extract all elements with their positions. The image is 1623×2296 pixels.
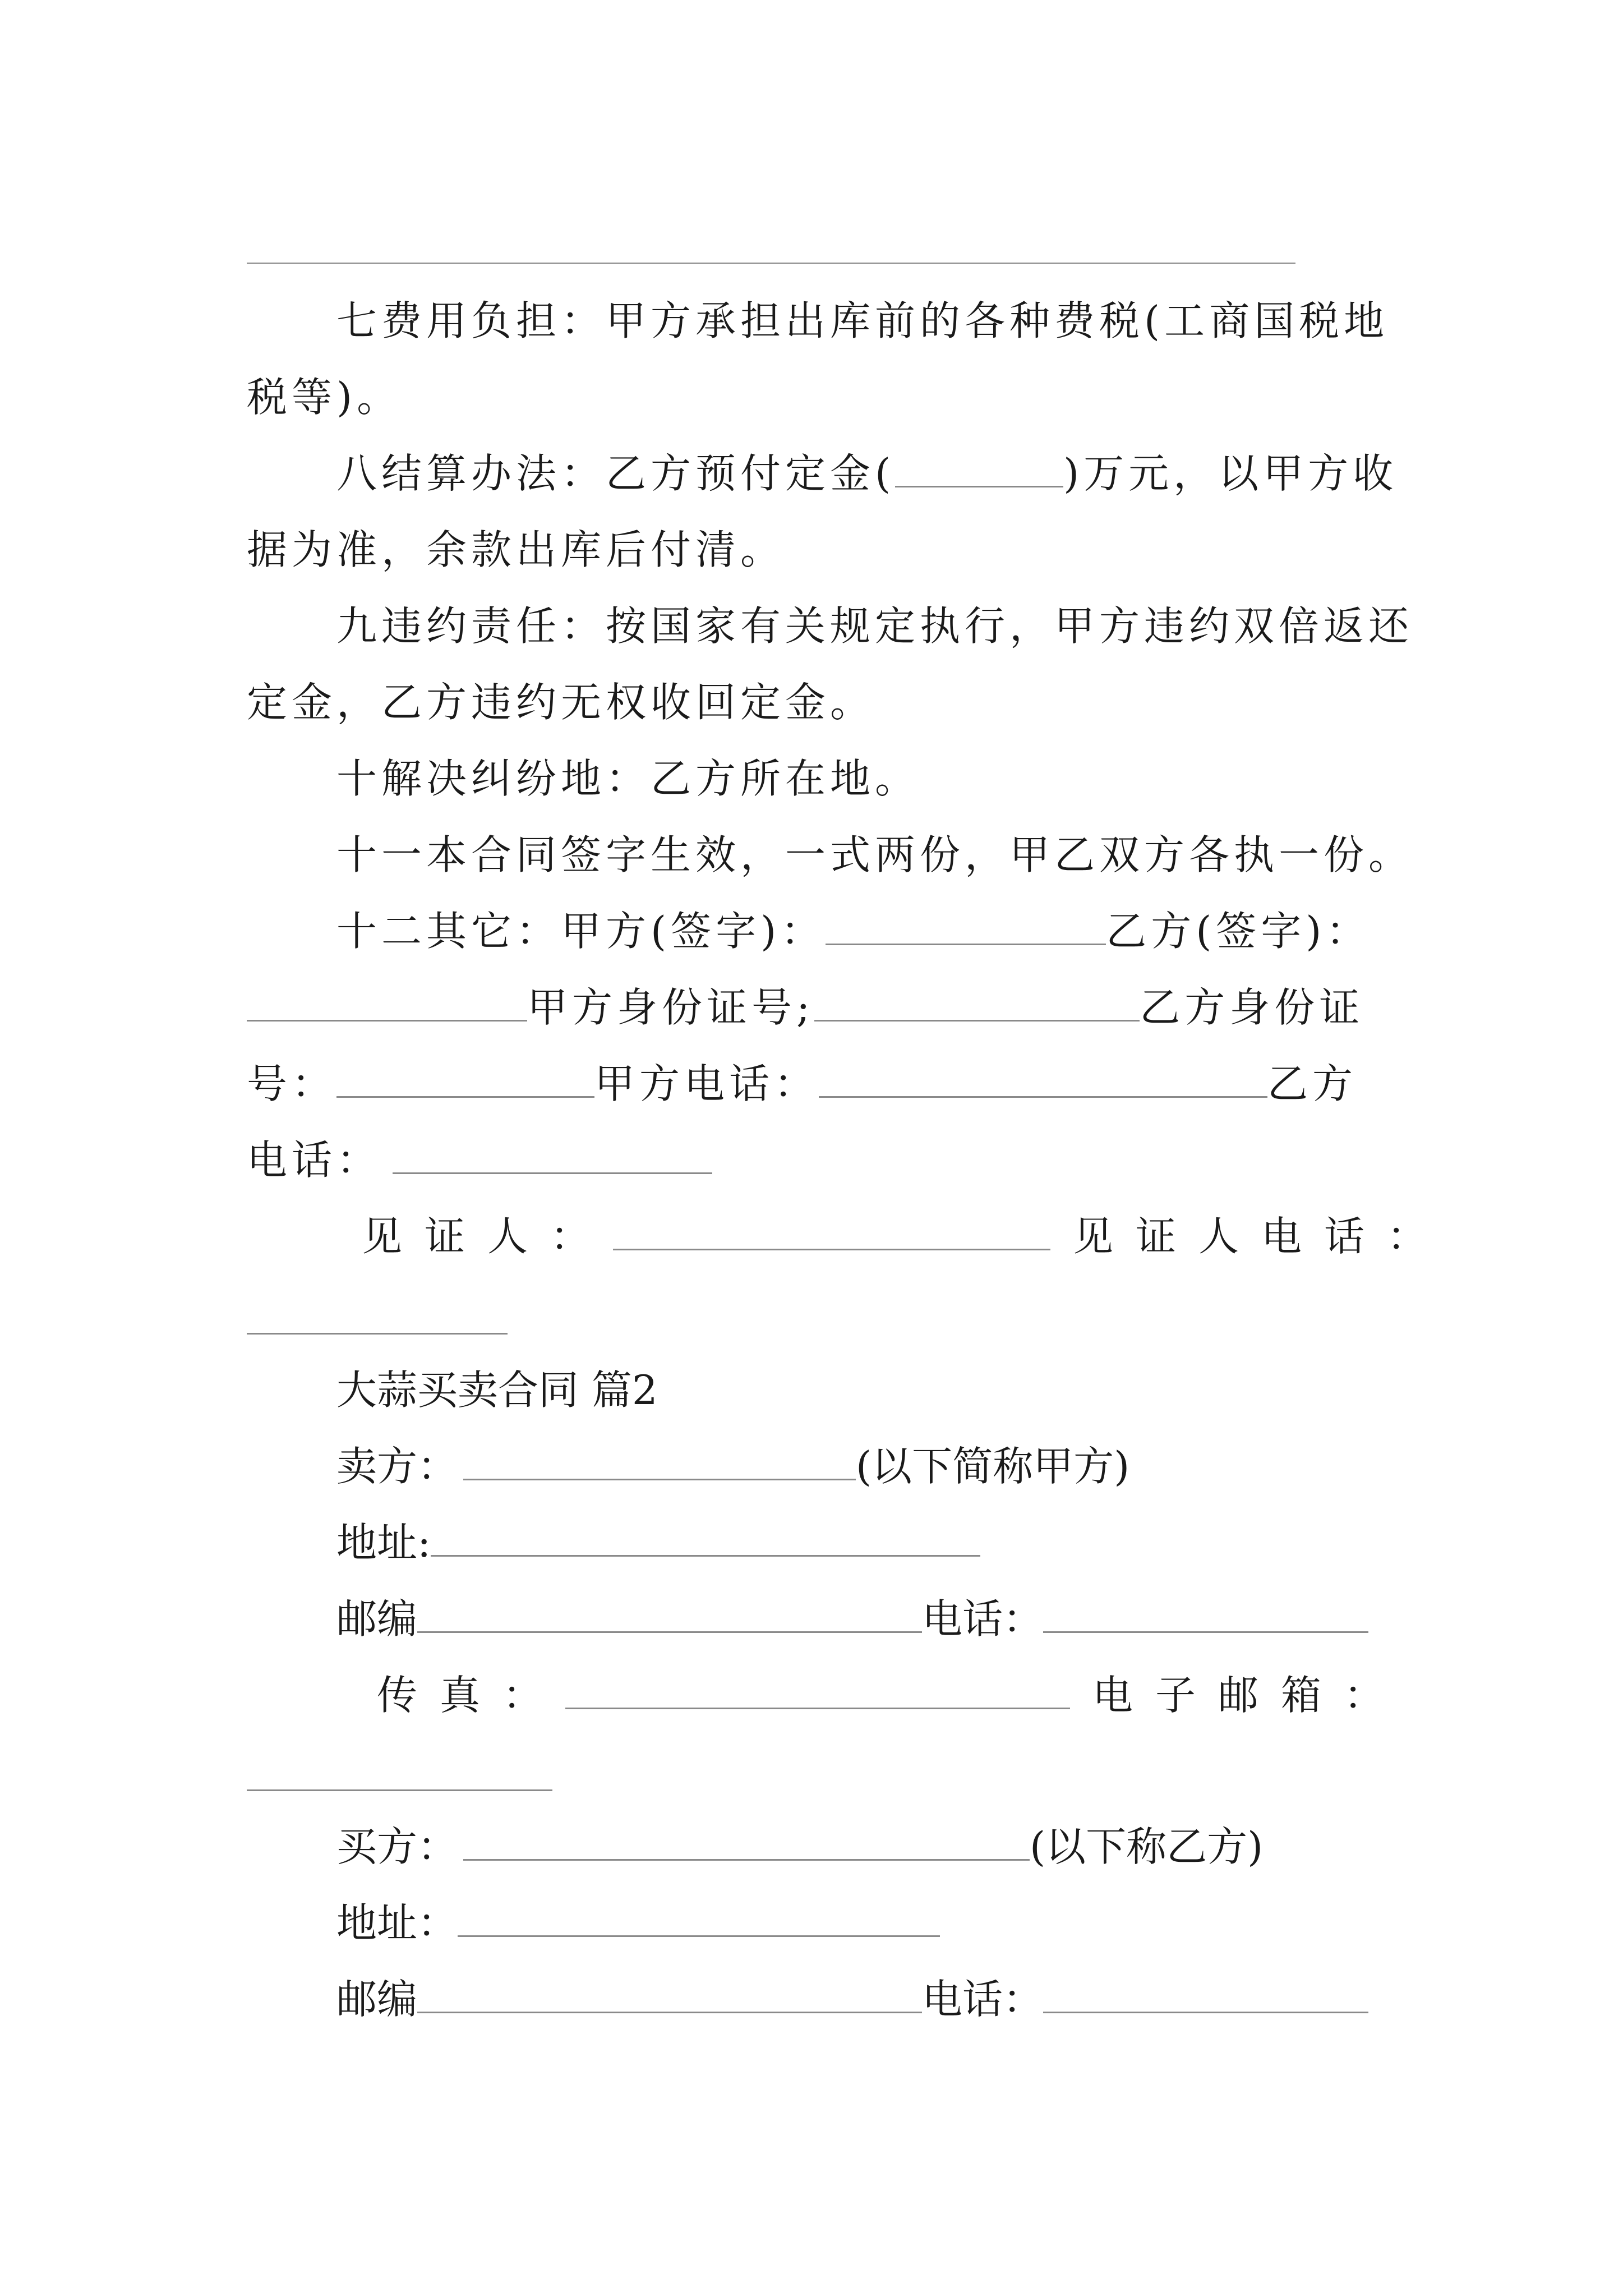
party-a-id-label: 甲方身份证号; — [527, 984, 815, 1031]
seller-line — [336, 1438, 1129, 1494]
fax-blank[interactable] — [565, 1674, 1070, 1709]
clause-8-line-1 — [336, 445, 1398, 501]
buyer-phone-blank[interactable] — [1043, 1978, 1368, 2013]
id-suffix-label: 号： — [247, 1060, 337, 1107]
clause-8-text-a: 八结算办法：乙方预付定金( — [336, 450, 896, 497]
buyer-name-blank[interactable] — [463, 1825, 1030, 1861]
header-rule — [247, 263, 1295, 264]
clause-9-line-1: 九违约责任：按国家有关规定执行，甲方违约双倍返还 — [336, 602, 1414, 650]
seller-address-line — [336, 1515, 980, 1571]
buyer-postcode-label: 邮编 — [336, 1976, 418, 2023]
party-a-phone-blank[interactable] — [819, 1062, 1267, 1098]
clause-12-line-3 — [247, 1056, 1357, 1112]
buyer-note: (以下称乙方) — [1030, 1823, 1264, 1870]
seller-phone-label: 电话： — [922, 1595, 1044, 1642]
party-b-id-blank[interactable] — [336, 1062, 594, 1098]
section-2-title: 大蒜买卖合同 篇2 — [336, 1366, 658, 1414]
buyer-address-blank[interactable] — [458, 1902, 940, 1937]
seller-address-label: 地址: — [336, 1519, 431, 1566]
seller-phone-blank[interactable] — [1043, 1598, 1368, 1633]
seller-postcode-blank[interactable] — [417, 1598, 922, 1633]
clause-7-line-1: 七费用负担：甲方承担出库前的各种费税(工商国税地 — [336, 297, 1389, 344]
witness-blank[interactable] — [613, 1215, 1050, 1250]
witness-phone-label: 见证人电话： — [1073, 1213, 1450, 1260]
deposit-blank[interactable] — [895, 452, 1063, 487]
clause-11: 十一本合同签字生效，一式两份，甲乙双方各执一份。 — [336, 831, 1414, 878]
party-b-sign-label: 乙方(签字)： — [1106, 908, 1371, 955]
buyer-label: 买方： — [336, 1823, 458, 1870]
buyer-phone-label: 电话： — [922, 1976, 1044, 2023]
witness-phone-blank[interactable] — [247, 1333, 508, 1335]
seller-address-blank[interactable] — [431, 1521, 980, 1557]
party-a-sign-label: 十二其它：甲方(签字)： — [336, 908, 826, 955]
party-a-sign-blank[interactable] — [826, 910, 1106, 945]
fax-label: 传真： — [377, 1672, 566, 1719]
buyer-line — [336, 1819, 1263, 1875]
clause-12-line-2 — [247, 979, 1364, 1036]
party-b-phone-blank[interactable] — [393, 1139, 712, 1174]
party-a-id-blank[interactable] — [814, 986, 1140, 1022]
buyer-postcode-blank[interactable] — [417, 1978, 922, 2013]
email-label: 电子邮箱： — [1092, 1672, 1407, 1719]
party-b-id-label: 乙方身份证 — [1140, 984, 1364, 1031]
seller-postcode-label: 邮编 — [336, 1595, 418, 1642]
party-a-phone-label: 甲方电话： — [594, 1060, 819, 1107]
clause-12-line-1 — [336, 903, 1371, 959]
seller-name-blank[interactable] — [463, 1445, 856, 1480]
seller-label: 卖方： — [336, 1443, 458, 1490]
seller-contact-line — [336, 1591, 1368, 1647]
witness-label: 见证人： — [362, 1213, 614, 1260]
email-blank[interactable] — [247, 1789, 552, 1791]
buyer-address-line — [336, 1895, 940, 1951]
seller-note: (以下简称甲方) — [856, 1443, 1130, 1490]
clause-9-line-2: 定金，乙方违约无权收回定金。 — [247, 679, 875, 726]
fax-email-line — [377, 1667, 1407, 1723]
clause-8-line-2: 据为准，余款出库后付清。 — [247, 526, 786, 573]
clause-10: 十解决纠纷地：乙方所在地。 — [336, 755, 920, 802]
clause-12-line-4 — [247, 1132, 712, 1188]
party-b-phone-label: 电话： — [247, 1137, 382, 1184]
buyer-address-label: 地址： — [336, 1899, 458, 1947]
witness-line — [362, 1208, 1450, 1264]
buyer-contact-line — [336, 1971, 1368, 2027]
party-b-sign-blank[interactable] — [247, 986, 527, 1022]
party-b-phone-prefix: 乙方 — [1267, 1060, 1358, 1107]
clause-7-line-2: 税等)。 — [247, 374, 402, 421]
clause-8-text-b: )万元，以甲方收 — [1063, 450, 1398, 497]
